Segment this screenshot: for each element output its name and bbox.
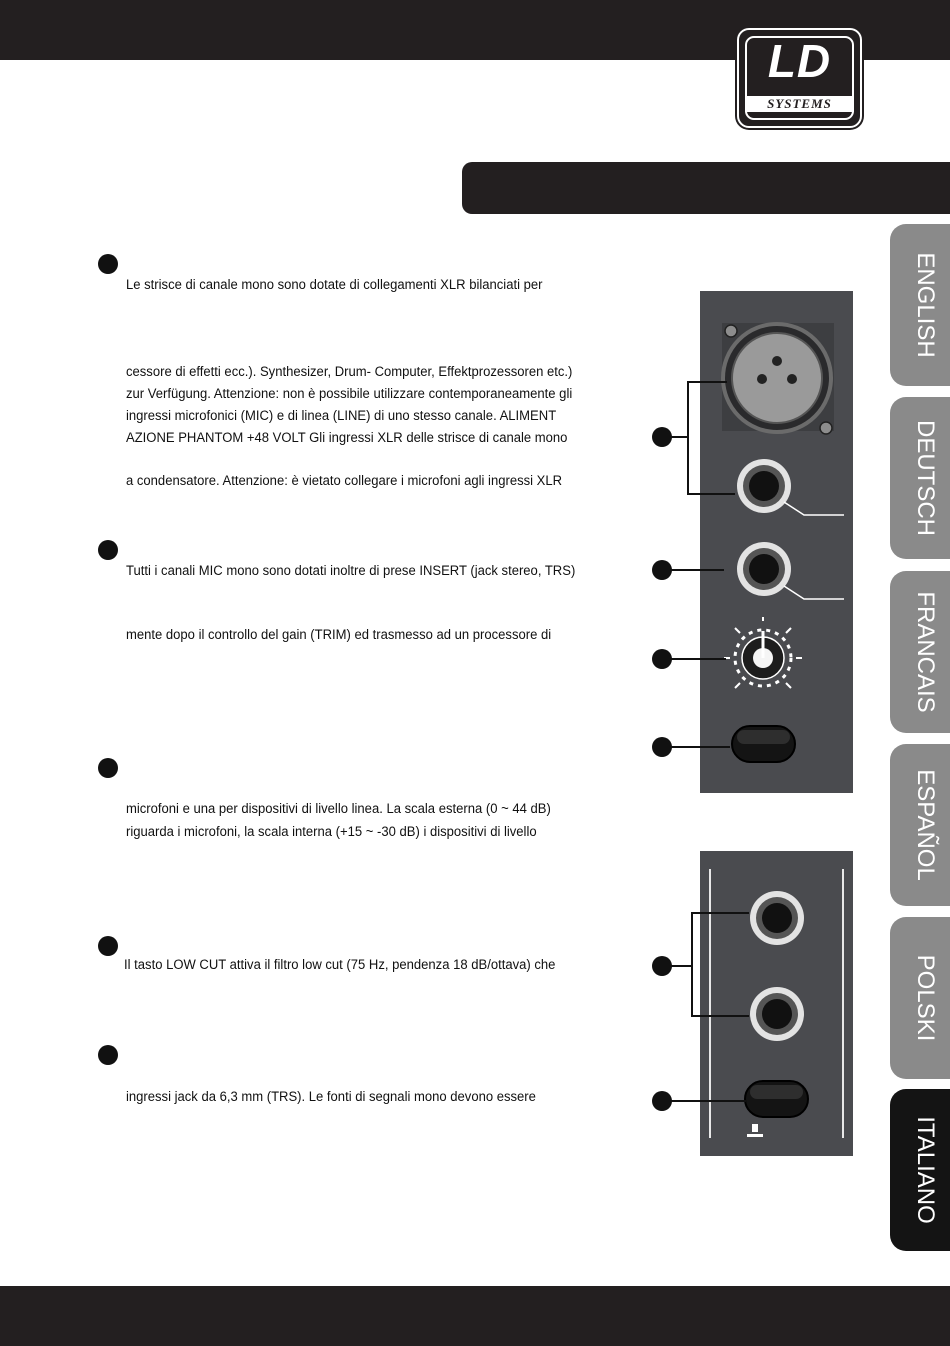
tab-label: ENGLISH [912, 252, 939, 358]
logo-subtitle: SYSTEMS [745, 96, 854, 112]
callout-line [687, 493, 735, 495]
tab-label: ESPAÑOL [912, 769, 939, 881]
xlr-pin [772, 356, 782, 366]
logo-brand: LD [767, 35, 832, 87]
jack-hole [749, 471, 779, 501]
ld-systems-logo [737, 28, 862, 128]
tab-label: POLSKI [912, 954, 939, 1042]
button-highlight [737, 730, 790, 744]
body-text-line: microfoni e una per dispositivi di livello linea. La scala esterna (0 ~ 44 dB) [126, 801, 551, 817]
tab-label: FRANCAIS [912, 591, 939, 713]
section-bullet [98, 758, 118, 778]
tab-francais[interactable] [890, 571, 950, 733]
body-text-line: Il tasto LOW CUT attiva il filtro low cut (75 Hz, pendenza 18 dB/ottava) che [124, 957, 556, 973]
section-bullet [98, 540, 118, 560]
button-highlight [750, 1085, 803, 1099]
leader-line [784, 502, 844, 515]
callout-line [662, 1100, 746, 1102]
tab-label: ITALIANO [912, 1116, 939, 1224]
section-title-bar [462, 162, 950, 214]
section-bullet [98, 254, 118, 274]
jack-hole [762, 903, 792, 933]
callout-line [662, 965, 692, 967]
xlr-pin [787, 374, 797, 384]
callout-line [662, 746, 730, 748]
callout-bracket [687, 381, 689, 494]
stereo-channel-panel [700, 851, 853, 1156]
callout-line [687, 381, 727, 383]
tab-italiano[interactable] [890, 1089, 950, 1251]
gain-knob-icon [724, 617, 802, 688]
tab-espanol[interactable] [890, 744, 950, 906]
jack-hole [762, 999, 792, 1029]
callout-line [691, 1015, 749, 1017]
body-text-line: ingressi jack da 6,3 mm (TRS). Le fonti di segnali mono devono essere [126, 1089, 536, 1105]
screw-icon [725, 325, 737, 337]
body-text-line: AZIONE PHANTOM +48 VOLT Gli ingressi XLR delle strisce di canale mono [126, 430, 568, 446]
body-text-line: riguarda i microfoni, la scala interna (+15 ~ -30 dB) i dispositivi di livello [126, 824, 537, 840]
switch-indicator-icon [752, 1124, 758, 1132]
tab-polski[interactable] [890, 917, 950, 1079]
panel-leader-lines [780, 500, 850, 604]
body-text-line: zur Verfügung. Attenzione: non è possibile utilizzare contemporaneamente gli [126, 386, 573, 402]
xlr-face [732, 333, 822, 423]
leader-line [784, 586, 844, 599]
screw-icon [820, 422, 832, 434]
tab-deutsch[interactable] [890, 397, 950, 559]
body-text-line: Le strisce di canale mono sono dotate di collegamenti XLR bilanciati per [126, 277, 543, 293]
section-bullet [98, 936, 118, 956]
callout-line [662, 569, 724, 571]
body-text-line: Tutti i canali MIC mono sono dotati inoltre di prese INSERT (jack stereo, TRS) [126, 563, 576, 579]
body-text-line: cessore di effetti ecc.). Synthesizer, Drum- Computer, Effektprozessoren etc.) [126, 364, 573, 380]
callout-bracket [691, 912, 693, 1016]
jack-hole [749, 554, 779, 584]
callout-line [662, 658, 726, 660]
callout-line [662, 436, 688, 438]
body-text-line: a condensatore. Attenzione: è vietato collegare i microfoni agli ingressi XLR [126, 473, 563, 489]
section-bullet [98, 1045, 118, 1065]
switch-indicator-base [747, 1134, 763, 1137]
stereo-channel-illustration [700, 851, 853, 1156]
xlr-pin [757, 374, 767, 384]
tab-label: DEUTSCH [912, 419, 939, 537]
body-text-line: mente dopo il controllo del gain (TRIM) ed trasmesso ad un processore di [126, 627, 552, 643]
tab-english[interactable] [890, 224, 950, 386]
footer-bar [0, 1286, 950, 1346]
body-text-line: ingressi microfonici (MIC) e di linea (LINE) di uno stesso canale. ALIMENT [126, 408, 557, 424]
callout-line [691, 912, 749, 914]
